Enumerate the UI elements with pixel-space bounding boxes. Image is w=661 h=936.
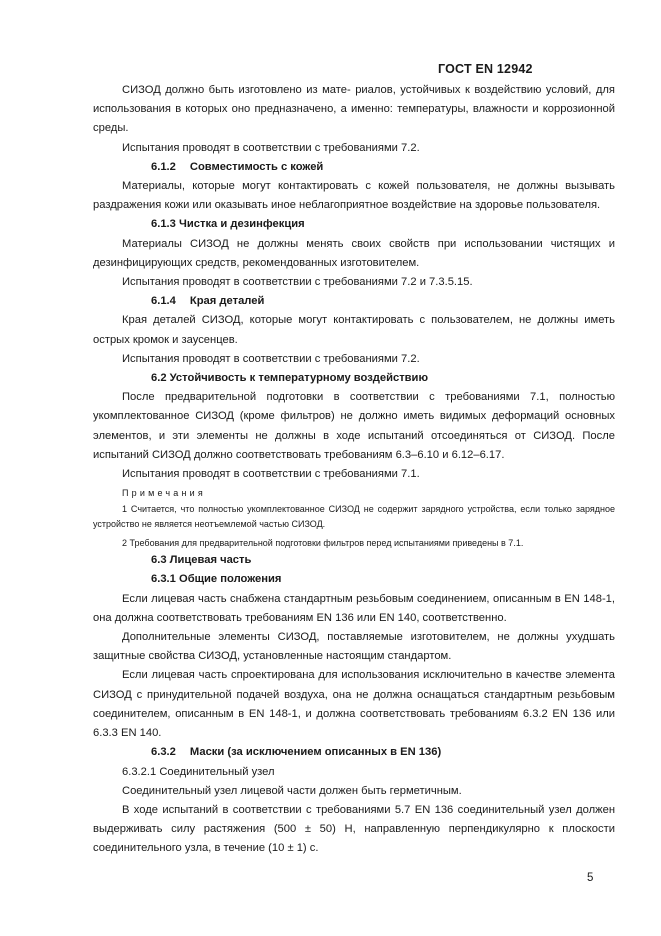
subsection-heading: 6.3.2.1 Соединительный узел (122, 765, 275, 778)
section-number: 6.2 (151, 372, 167, 385)
section-number: 6.1.2 (151, 160, 176, 173)
paragraph: Испытания проводят в соответствии с требованиями 7.2. (122, 141, 420, 154)
section-heading (93, 369, 615, 388)
section-heading (93, 551, 615, 570)
section-heading (93, 158, 615, 177)
paragraph: Материалы, которые могут контактировать с кожей пользователя, не должны вызывать раздражения кожи или оказывать иное неблагоприятное воздействие на здоровье пользователя. (93, 180, 615, 212)
paragraph: СИЗОД должно быть изготовлено из мате- риалов, устойчивых к воздействию условий, для использования в которых оно предназначено, а именно: температуры, влажности и коррозионной среды. (93, 84, 615, 135)
note-item: 1 Считается, что полностью укомплектованное СИЗОД не содержит зарядного устройства, если только зарядное устройство не является неотъемлемой частью СИЗОД. (93, 504, 615, 530)
section-title: Края деталей (189, 295, 265, 308)
page-number: 5 (587, 872, 594, 884)
section-title: Устойчивость к температурному воздействию (169, 372, 428, 385)
paragraph: Дополнительные элементы СИЗОД, поставляемые изготовителем, не должны ухудшать защитные свойства СИЗОД, установленные настоящим стандартом. (93, 631, 615, 663)
section-number: 6.1.3 (151, 218, 176, 231)
section-title: Лицевая часть (169, 554, 252, 567)
section-heading (93, 570, 615, 589)
paragraph: Соединительный узел лицевой части должен быть герметичным. (122, 784, 462, 797)
section-title: Чистка и дезинфекция (179, 218, 305, 231)
section-number: 6.3.1 (151, 573, 176, 586)
paragraph: Испытания проводят в соответствии с требованиями 7.2 и 7.3.5.15. (122, 276, 473, 289)
note-item: 2 Требования для предварительной подготовки фильтров перед испытаниями приведены в 7.1. (122, 538, 524, 549)
paragraph: Если лицевая часть спроектирована для использования исключительно в качестве элемента СИЗОД с принудительной подачей воздуха, она не должна оснащаться стандартным резьбовым соединителем, описанным в EN 148-1, и должна соответствовать требованиям 6.3.2 EN 136 или 6.3.3 EN 140. (93, 669, 615, 740)
section-number: 6.3 (151, 554, 167, 567)
paragraph: Если лицевая часть снабжена стандартным резьбовым соединением, описанным в EN 148-1, она должна соответствовать требованиям EN 136 или EN 140, соответственно. (93, 592, 615, 624)
paragraph: Края деталей СИЗОД, которые могут контактировать с пользователем, не должны иметь острых кромок и заусенцев. (93, 314, 615, 346)
notes-label: Примечания (122, 488, 206, 499)
document-body (93, 81, 615, 859)
section-title: Маски (за исключением описанных в EN 136) (189, 746, 442, 759)
section-title: Совместимость с кожей (189, 160, 324, 173)
paragraph: Испытания проводят в соответствии с требованиями 7.2. (122, 352, 420, 365)
section-number: 6.3.2 (151, 746, 176, 759)
paragraph: В ходе испытаний в соответствии с требованиями 5.7 EN 136 соединительный узел должен выдерживать силу растяжения (500 ± 50) Н, направленную перпендикулярно к плоскости соединительного узла, в течение (10 ± 1) с. (93, 803, 615, 855)
document-code: ГОСТ EN 12942 (438, 62, 533, 76)
paragraph: Материалы СИЗОД не должны менять своих свойств при использовании чистящих и дезинфицирующих средств, рекомендованных изготовителем. (93, 237, 615, 269)
paragraph: После предварительной подготовки в соответствии с требованиями 7.1, полностью укомплектованное СИЗОД (кроме фильтров) не должно иметь видимых деформаций основных элементов, и эти элементы не должны в ходе испытаний отсоединяться от СИЗОД. После испытаний СИЗОД должно соответствовать требованиям 6.3–6.10 и 6.12–6.17. (93, 391, 615, 461)
section-heading (93, 292, 615, 311)
section-heading (93, 743, 615, 762)
section-number: 6.1.4 (151, 295, 176, 308)
section-heading (93, 215, 615, 234)
paragraph: Испытания проводят в соответствии с требованиями 7.1. (122, 468, 420, 481)
section-title: Общие положения (179, 573, 282, 586)
